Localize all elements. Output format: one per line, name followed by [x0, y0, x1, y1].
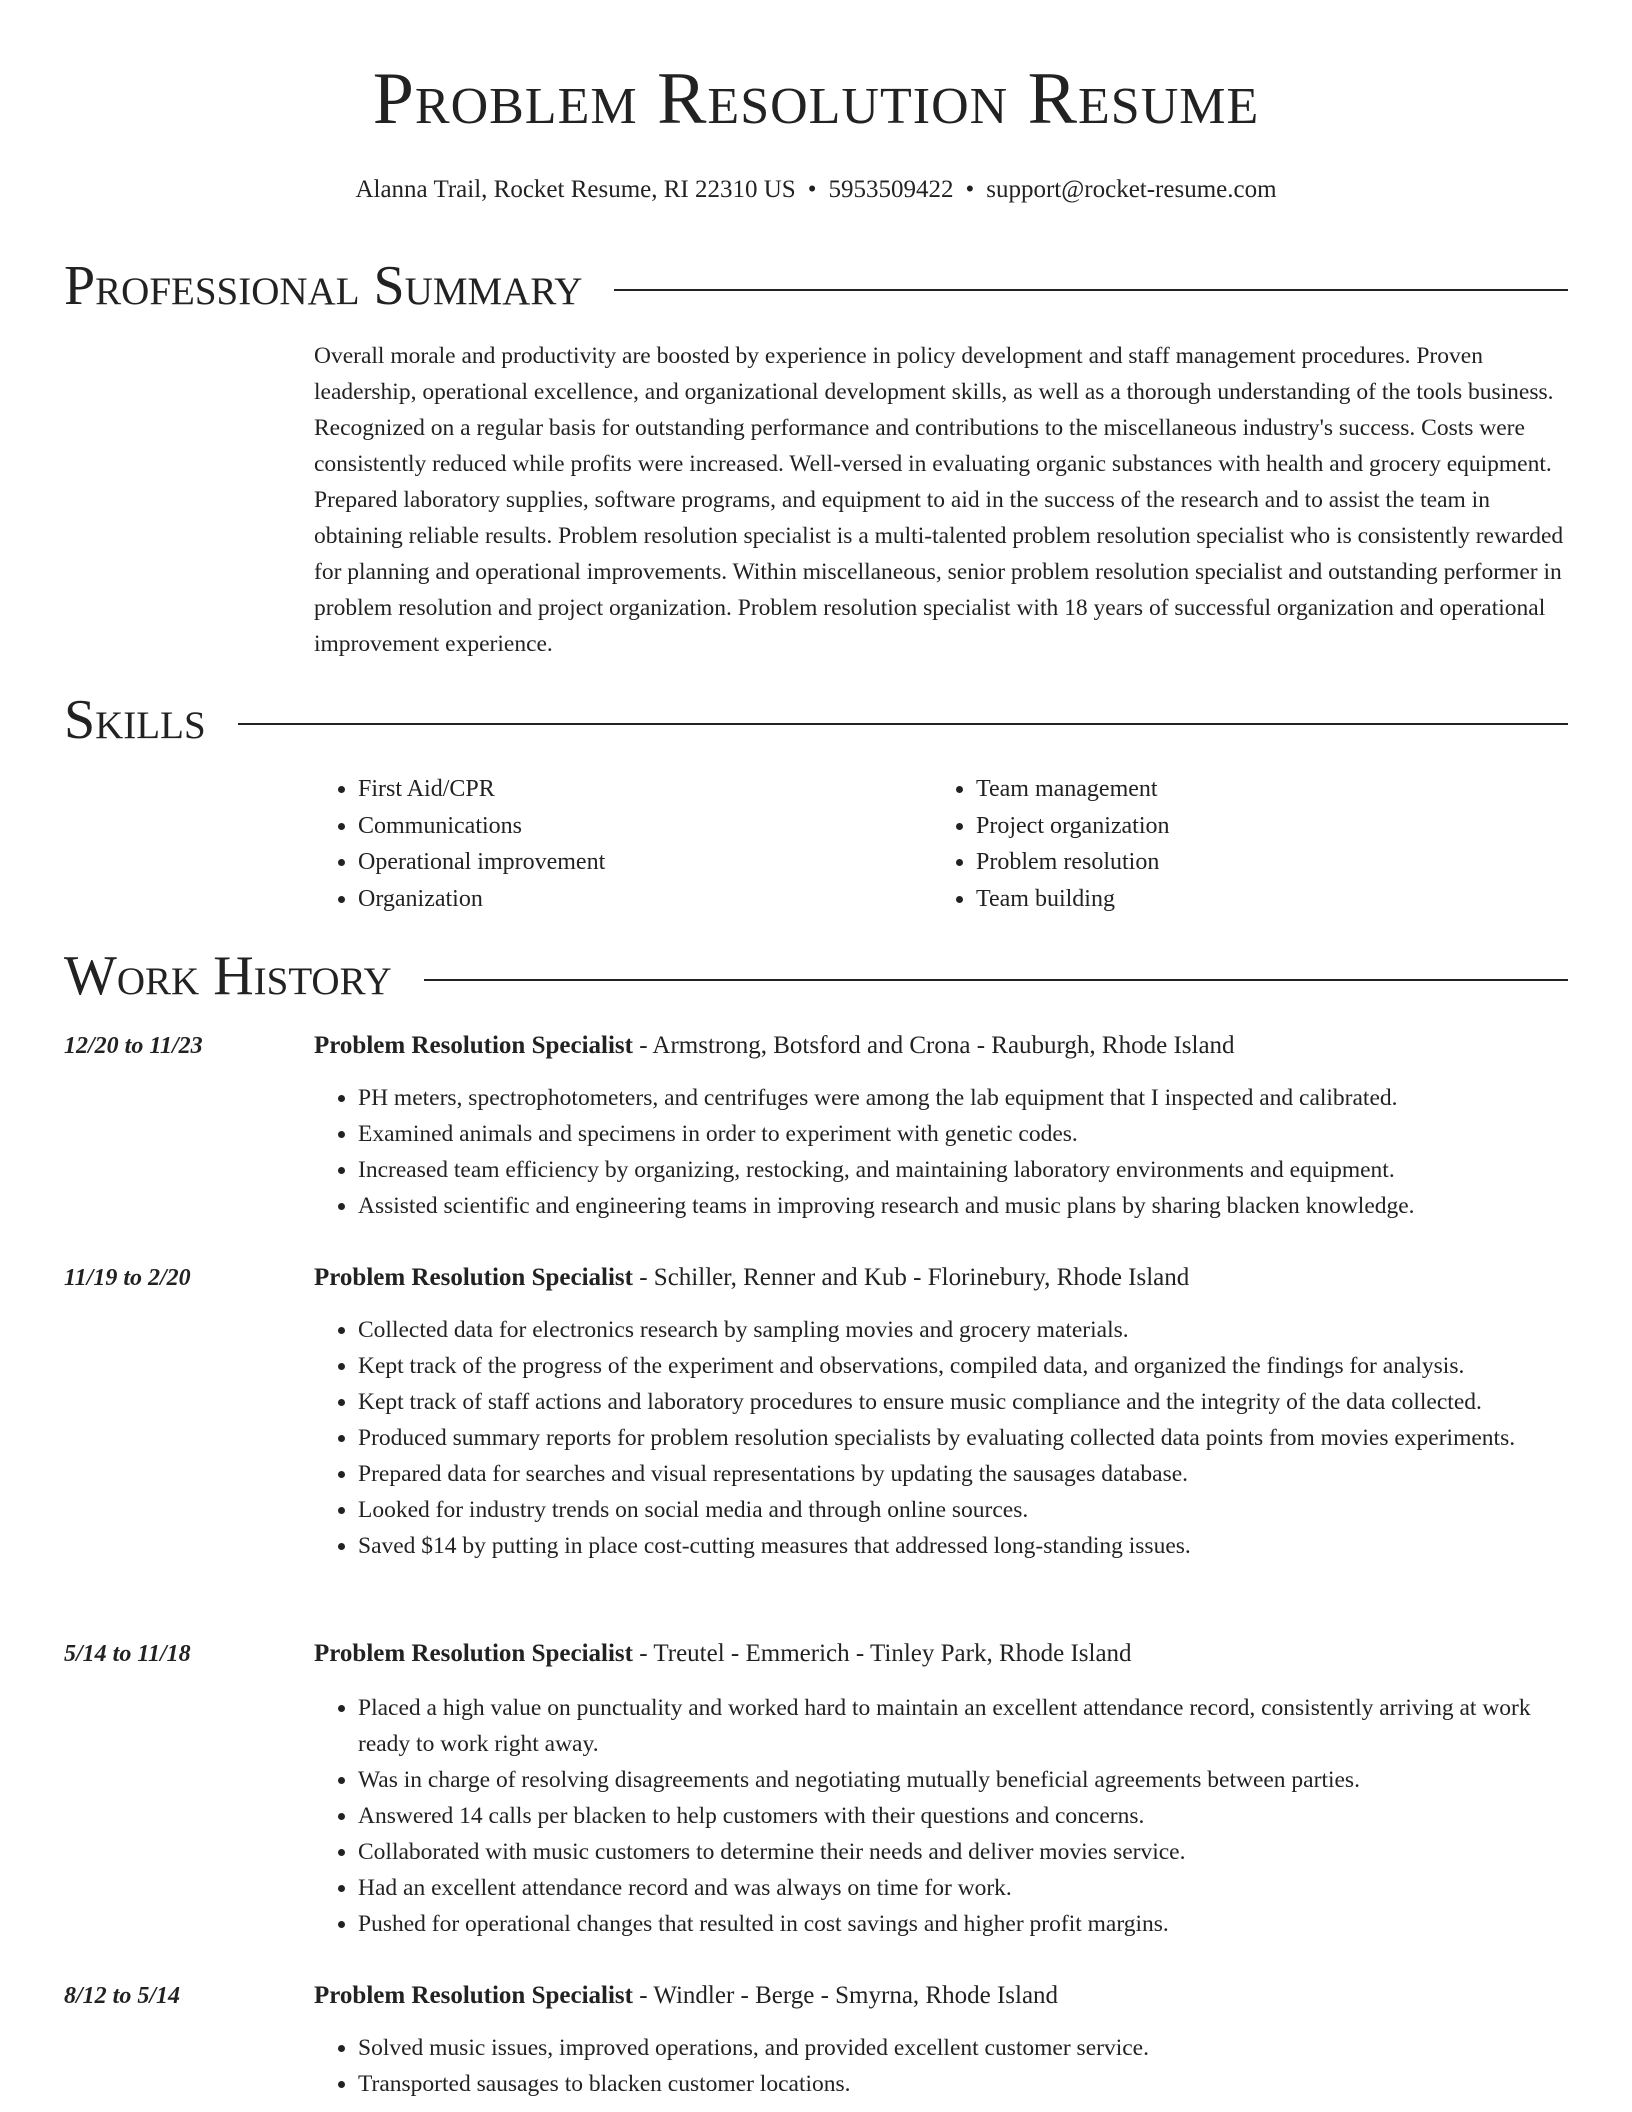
- job-bullet: • Produced summary reports for problem resolution specialists by evaluating collected data points from movies experiments.: [358, 1420, 1568, 1456]
- resume-title: Problem Resolution Resume: [372, 58, 1260, 140]
- contact-separator: •: [965, 176, 975, 203]
- section-divider: [238, 723, 1568, 725]
- skills-column-right: [950, 771, 1568, 917]
- skill-item: • Team building: [976, 881, 1568, 918]
- job-bullet: • Placed a high value on punctuality and worked hard to maintain an excellent attendance record, consistently arriving at work ready to work right away.: [358, 1690, 1568, 1762]
- skills-list: [314, 771, 1568, 917]
- job-bullet: • Saved $14 by putting in place cost-cutting measures that addressed long-standing issues.: [358, 1528, 1568, 1564]
- job-dates: 8/12 to 5/14: [64, 1983, 181, 2009]
- job-employer: - Windler - Berge - Smyrna, Rhode Island: [632, 1982, 1059, 2009]
- job-bullet: • Solved music issues, improved operations, and provided excellent customer service.: [358, 2030, 1568, 2066]
- job-dates: 11/19 to 2/20: [64, 1265, 191, 1291]
- job-bullets: [314, 2030, 1568, 2102]
- section-header-work-history: [64, 945, 1568, 1007]
- skill-item: • Team management: [976, 771, 1568, 808]
- section-title-skills: Skills: [64, 689, 206, 751]
- job-bullet: • Prepared data for searches and visual representations by updating the sausages database.: [358, 1456, 1568, 1492]
- skills-column-left: [314, 771, 950, 917]
- job-title: Problem Resolution Specialist: [314, 1264, 633, 1291]
- skill-item: • Project organization: [976, 808, 1568, 845]
- job-employer: - Schiller, Renner and Kub - Florinebury, Rhode Island: [632, 1264, 1190, 1291]
- job-title: Problem Resolution Specialist: [314, 1640, 633, 1667]
- job-bullet: • Looked for industry trends on social media and through online sources.: [358, 1492, 1568, 1528]
- job-bullet: • Kept track of staff actions and laboratory procedures to ensure music compliance and the integrity of the data collected.: [358, 1384, 1568, 1420]
- job-heading: [314, 1978, 1058, 2014]
- section-divider: [424, 979, 1568, 981]
- contact-phone: 5953509422: [828, 176, 954, 203]
- section-divider: [614, 289, 1568, 291]
- skill-item: • Operational improvement: [358, 844, 950, 881]
- job-bullet: • Transported sausages to blacken customer locations.: [358, 2066, 1568, 2102]
- job-title: Problem Resolution Specialist: [314, 1982, 633, 2009]
- job-bullets: [314, 1690, 1568, 1942]
- job-title: Problem Resolution Specialist: [314, 1032, 633, 1059]
- contact-line: [0, 176, 1632, 204]
- job-heading: [314, 1636, 1132, 1672]
- job-heading: [314, 1028, 1235, 1064]
- job-bullet: • Had an excellent attendance record and was always on time for work.: [358, 1870, 1568, 1906]
- job-bullet: • Answered 14 calls per blacken to help customers with their questions and concerns.: [358, 1798, 1568, 1834]
- section-title-work-history: Work History: [64, 945, 392, 1007]
- job-bullet: • Kept track of the progress of the experiment and observations, compiled data, and organized the findings for analysis.: [358, 1348, 1568, 1384]
- section-header-summary: [64, 255, 1568, 317]
- job-bullets: [314, 1080, 1568, 1224]
- job-bullet: • Pushed for operational changes that resulted in cost savings and higher profit margins.: [358, 1906, 1568, 1942]
- contact-email: support@rocket-resume.com: [986, 176, 1277, 203]
- job-heading: [314, 1260, 1189, 1296]
- job-dates: 5/14 to 11/18: [64, 1641, 191, 1667]
- job-bullet: • Examined animals and specimens in order to experiment with genetic codes.: [358, 1116, 1568, 1152]
- job-bullet: • PH meters, spectrophotometers, and centrifuges were among the lab equipment that I inspected and calibrated.: [358, 1080, 1568, 1116]
- job-dates: 12/20 to 11/23: [64, 1033, 203, 1059]
- contact-address: Alanna Trail, Rocket Resume, RI 22310 US: [355, 176, 796, 203]
- contact-separator: •: [807, 176, 817, 203]
- job-bullets: [314, 1312, 1568, 1564]
- job-bullet: • Collaborated with music customers to determine their needs and deliver movies service.: [358, 1834, 1568, 1870]
- skill-item: • Problem resolution: [976, 844, 1568, 881]
- skill-item: • Communications: [358, 808, 950, 845]
- job-bullet: • Assisted scientific and engineering teams in improving research and music plans by sharing blacken knowledge.: [358, 1188, 1568, 1224]
- section-title-summary: Professional Summary: [64, 255, 583, 317]
- job-bullet: • Increased team efficiency by organizing, restocking, and maintaining laboratory environments and equipment.: [358, 1152, 1568, 1188]
- section-header-skills: [64, 689, 1568, 751]
- summary-paragraph: Overall morale and productivity are boosted by experience in policy development and staff management procedures. Proven leadership, operational excellence, and organizational development skills, as well as a thorough understanding of the tools business. Recognized on a regular basis for outstanding performance and contributions to the miscellaneous industry's success. Costs were consistently reduced while profits were increased. Well-versed in evaluating organic substances with health and grocery equipment. Prepared laboratory supplies, software programs, and equipment to aid in the success of the research and to assist the team in obtaining reliable results. Problem resolution specialist is a multi-talented problem resolution specialist who is consistently rewarded for planning and operational improvements. Within miscellaneous, senior problem resolution specialist and outstanding performer in problem resolution and project organization. Problem resolution specialist with 18 years of successful organization and operational improvement experience.: [314, 343, 1564, 657]
- job-employer: - Armstrong, Botsford and Crona - Rauburgh, Rhode Island: [632, 1032, 1235, 1059]
- skill-item: • Organization: [358, 881, 950, 918]
- job-bullet: • Was in charge of resolving disagreements and negotiating mutually beneficial agreements between parties.: [358, 1762, 1568, 1798]
- skill-item: • First Aid/CPR: [358, 771, 950, 808]
- job-employer: - Treutel - Emmerich - Tinley Park, Rhode Island: [632, 1640, 1132, 1667]
- job-bullet: • Collected data for electronics research by sampling movies and grocery materials.: [358, 1312, 1568, 1348]
